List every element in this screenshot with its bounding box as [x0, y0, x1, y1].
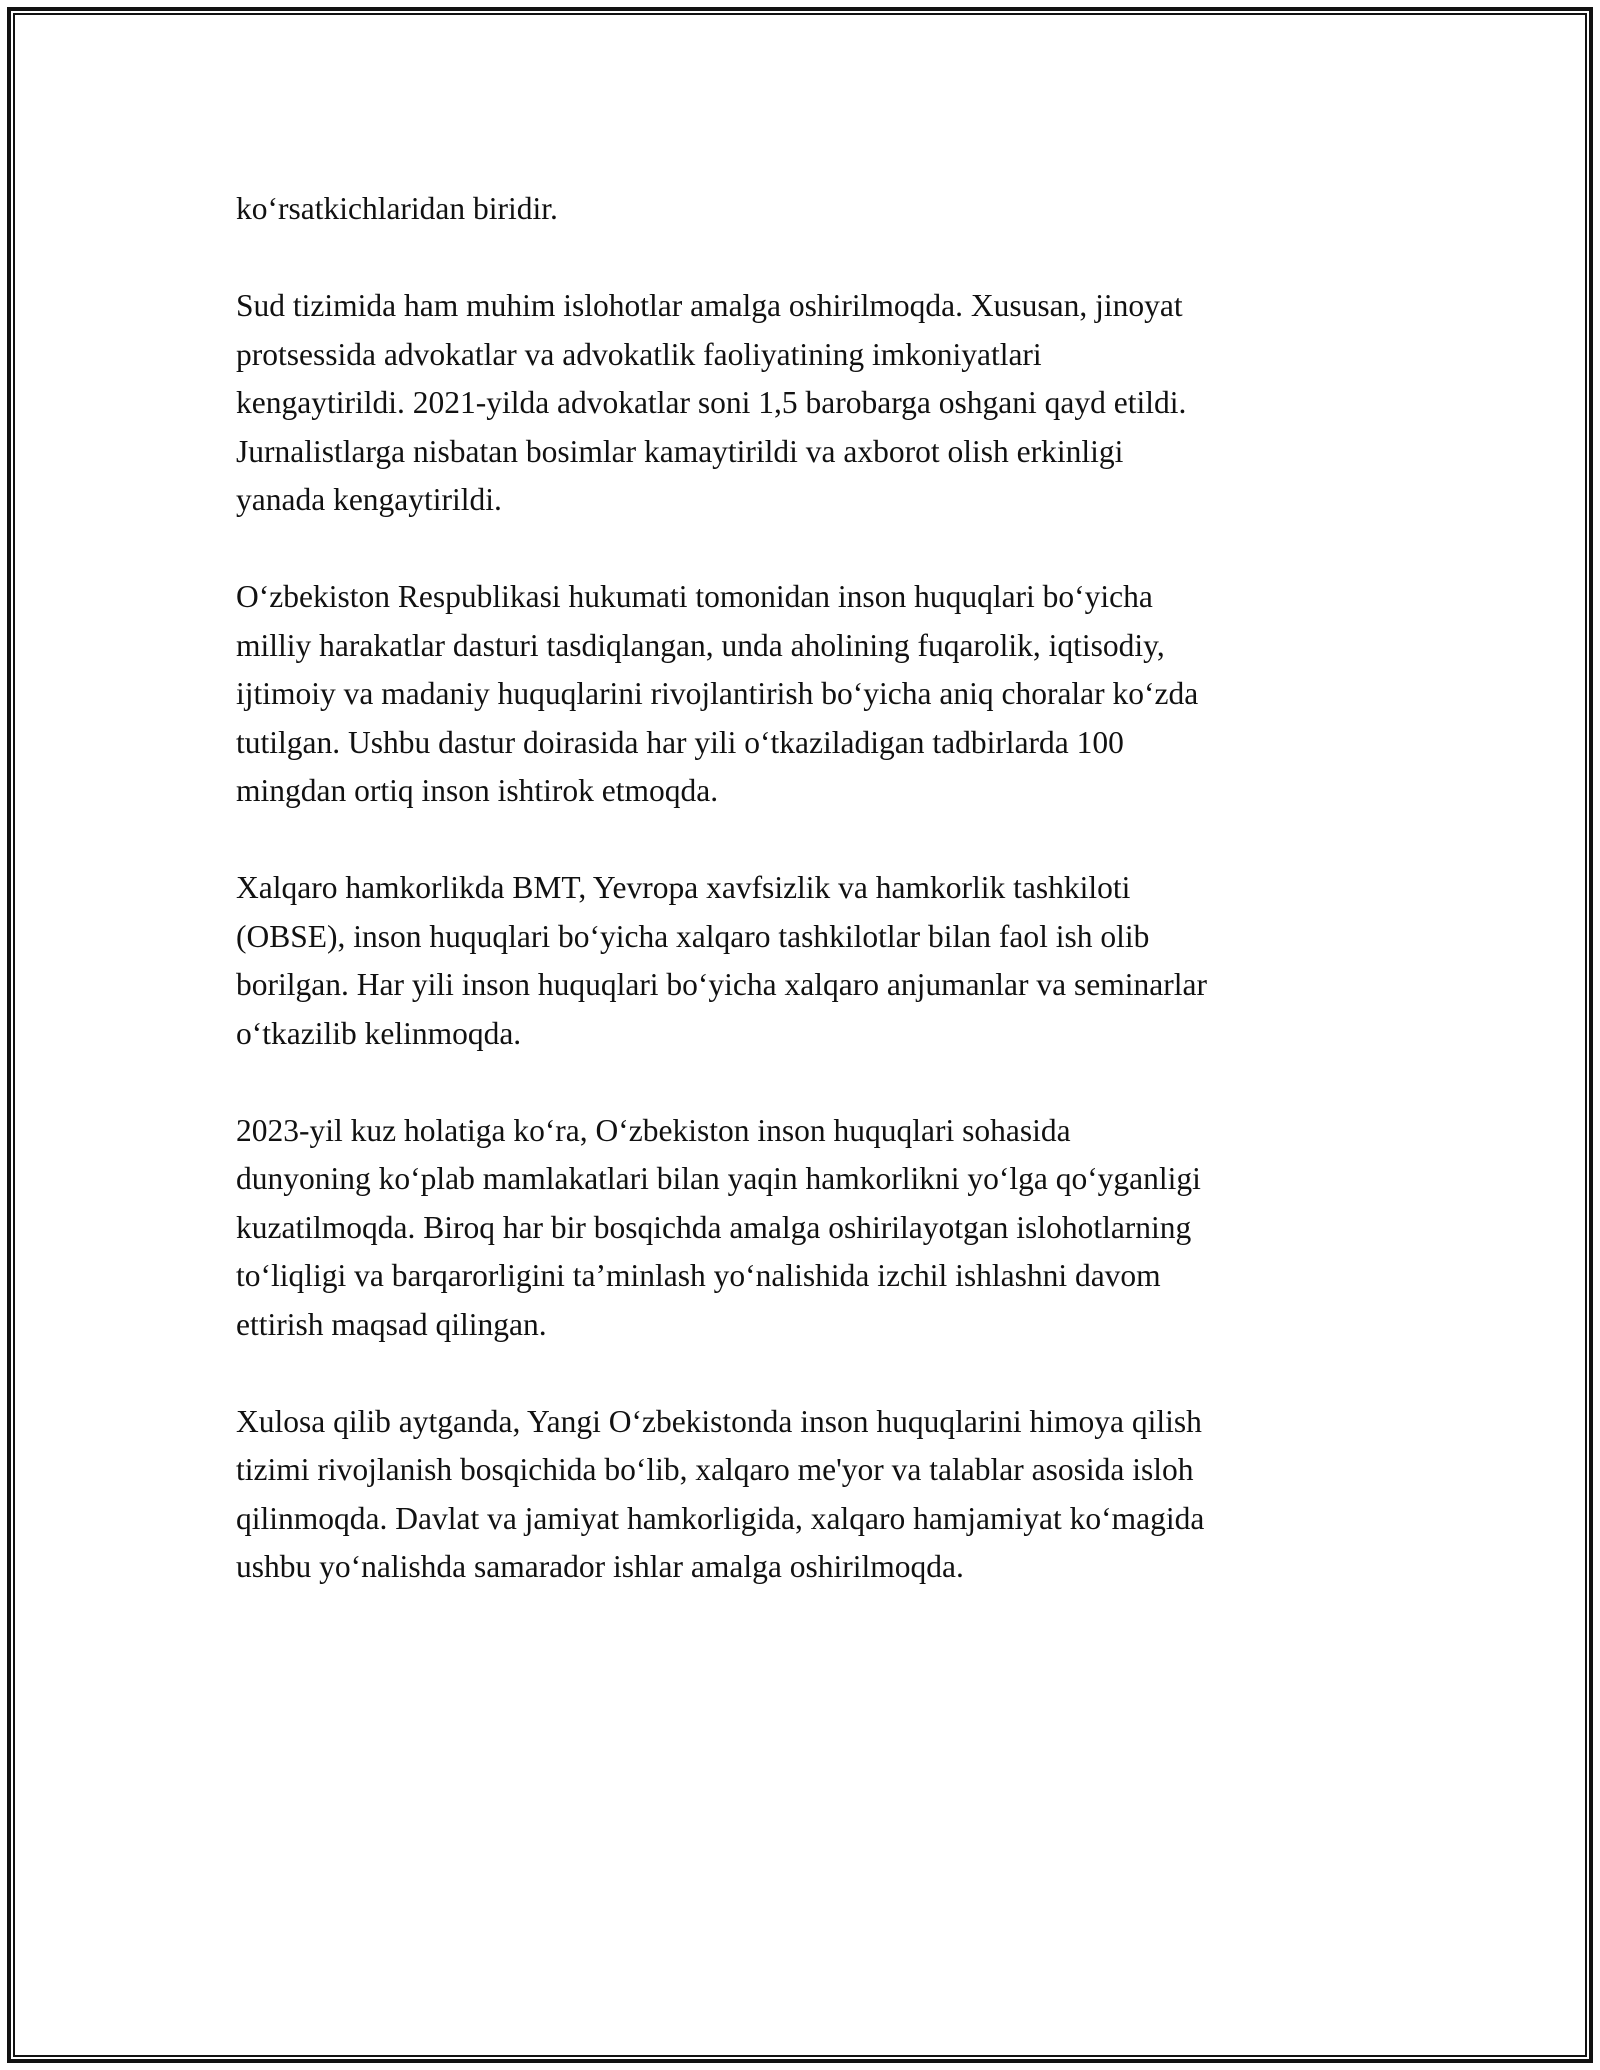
text-line: O‘zbekiston Respublikasi hukumati tomonidan inson huquqlari bo‘yicha: [236, 579, 1153, 614]
text-line: ko‘rsatkichlaridan biridir.: [236, 191, 558, 226]
text-line: borilgan. Har yili inson huquqlari bo‘yicha xalqaro anjumanlar va seminarlar: [236, 967, 1207, 1002]
text-line: to‘liqligi va barqarorligini ta’minlash yo‘nalishida izchil ishlashni davom: [236, 1258, 1161, 1293]
text-line: protsessida advokatlar va advokatlik faoliyatining imkoniyatlari: [236, 336, 1042, 372]
text-line: Xalqaro hamkorlikda BMT, Yevropa xavfsizlik va hamkorlik tashkiloti: [236, 870, 1131, 905]
text-line: ijtimoiy va madaniy huquqlarini rivojlantirish bo‘yicha aniq choralar ko‘zda: [236, 676, 1199, 711]
paragraph-5: [236, 1107, 1386, 1350]
text-line: o‘tkazilib kelinmoqda.: [236, 1015, 522, 1051]
text-line: tizimi rivojlanish bosqichida bo‘lib, xalqaro me'yor va talablar asosida isloh: [236, 1452, 1194, 1487]
text-line: Jurnalistlarga nisbatan bosimlar kamaytirildi va axborot olish erkinligi: [236, 433, 1124, 469]
text-line: Xulosa qilib aytganda, Yangi O‘zbekistonda inson huquqlarini himoya qilish: [236, 1403, 1202, 1439]
text-line: milliy harakatlar dasturi tasdiqlangan, unda aholining fuqarolik, iqtisodiy,: [236, 627, 1165, 663]
paragraph-6: [236, 1398, 1386, 1592]
paragraph-3: [236, 573, 1386, 816]
text-line: kuzatilmoqda. Biroq har bir bosqichda amalga oshirilayotgan islohotlarning: [236, 1209, 1192, 1245]
text-line: tutilgan. Ushbu dastur doirasida har yili o‘tkaziladigan tadbirlarda 100: [236, 724, 1124, 760]
paragraph-4: [236, 864, 1386, 1058]
text-line: Sud tizimida ham muhim islohotlar amalga oshirilmoqda. Xususan, jinoyat: [236, 288, 1183, 323]
text-line: mingdan ortiq inson ishtirok etmoqda.: [236, 773, 719, 808]
text-line: kengaytirildi. 2021-yilda advokatlar soni 1,5 barobarga oshgani qayd etildi.: [236, 385, 1187, 420]
text-line: yanada kengaytirildi.: [236, 482, 502, 517]
text-line: ushbu yo‘nalishda samarador ishlar amalga oshirilmoqda.: [236, 1549, 964, 1584]
text-line: (OBSE), inson huquqlari bo‘yicha xalqaro tashkilotlar bilan faol ish olib: [236, 918, 1150, 954]
paragraph-2: [236, 282, 1386, 525]
text-line: qilinmoqda. Davlat va jamiyat hamkorligida, xalqaro hamjamiyat ko‘magida: [236, 1500, 1205, 1536]
text-line: dunyoning ko‘plab mamlakatlari bilan yaqin hamkorlikni yo‘lga qo‘yganligi: [236, 1161, 1201, 1196]
text-line: ettirish maqsad qilingan.: [236, 1306, 547, 1342]
text-line: 2023-yil kuz holatiga ko‘ra, O‘zbekiston inson huquqlari sohasida: [236, 1112, 1071, 1148]
document-body: [236, 185, 1386, 1592]
paragraph-1: [236, 185, 1386, 234]
